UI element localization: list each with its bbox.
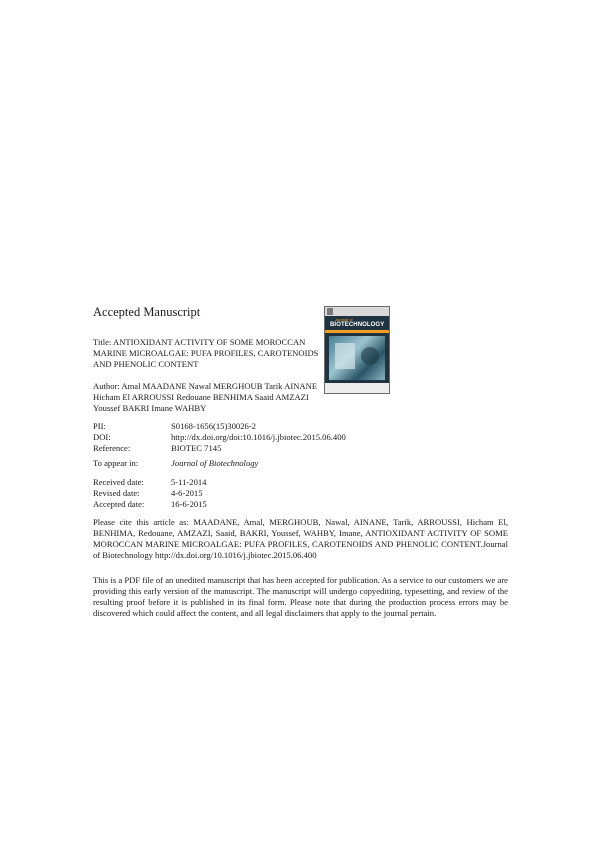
identifier-row-pii <box>93 421 346 432</box>
date-row-accepted <box>93 499 207 510</box>
article-title: Title: ANTIOXIDANT ACTIVITY OF SOME MOROCCAN MARINE MICROALGAE: PUFA PROFILES, CAROTENOIDS AND PHENOLIC CONTENT <box>93 337 319 369</box>
date-key: Accepted date: <box>93 499 145 509</box>
date-key: Received date: <box>93 477 144 487</box>
date-value: 5-11-2014 <box>171 477 207 487</box>
identifier-key: PII: <box>93 421 106 431</box>
citation-paragraph: Please cite this article as: MAADANE, Amal, MERGHOUB, Nawal, AINANE, Tarik, ARROUSSI, Hicham El, BENHIMA, Redouane, AMZAZI, Saaid, BAKRI, Youssef, WAHBY, Imane, ANTIOXIDANT ACTIVITY OF SOME MOROCCAN MARINE MICROALGAE: PUFA PROFILES, CAROTENOIDS AND PHENOLIC CONTENT.Journal of Biotechnology http://dx.doi.org/10.1016/j.jbiotec.2015.06.400 <box>93 517 508 560</box>
journal-cover-thumbnail <box>324 306 390 394</box>
appear-row <box>93 458 258 469</box>
identifier-list <box>93 421 346 454</box>
appear-in <box>93 458 258 469</box>
disclaimer-paragraph: This is a PDF file of an unedited manuscript that has been accepted for publication. As a service to our customers we are providing this early version of the manuscript. The manuscript will undergo copyediting, typesetting, and review of the resulting proof before it is published in its final form. Please note that during the production process errors may be discovered which could affect the content, and all legal disclaimers that apply to the journal pertain. <box>93 575 508 618</box>
cover-artwork-panel <box>335 343 355 369</box>
identifier-value: BIOTEC 7145 <box>171 443 222 453</box>
date-value: 4-6-2015 <box>171 488 203 498</box>
date-value: 16-6-2015 <box>171 499 207 509</box>
identifier-key: Reference: <box>93 443 131 453</box>
cover-journal-title: BIOTECHNOLOGY <box>330 322 385 328</box>
publisher-logo-icon <box>327 308 333 315</box>
identifier-key: DOI: <box>93 432 111 442</box>
date-key: Revised date: <box>93 488 140 498</box>
article-authors: Author: Amal MAADANE Nawal MERGHOUB Tarik AINANE Hicham El ARROUSSI Redouane BENHIMA Saaid AMZAZI Youssef BAKRI Imane WAHBY <box>93 381 318 413</box>
doi-link[interactable]: http://dx.doi.org/doi:10.1016/j.jbiotec.2015.06.400 <box>171 432 346 442</box>
date-row-revised <box>93 488 207 499</box>
cover-artwork-circle <box>361 347 379 365</box>
cover-top-band <box>325 307 389 316</box>
date-row-received <box>93 477 207 488</box>
date-list <box>93 477 207 510</box>
cover-bottom-band <box>325 383 389 393</box>
identifier-value: S0168-1656(15)30026-2 <box>171 421 256 431</box>
identifier-row-doi <box>93 432 346 443</box>
page-heading: Accepted Manuscript <box>93 305 201 319</box>
appear-key: To appear in: <box>93 458 139 468</box>
identifier-row-reference <box>93 443 346 454</box>
cover-accent-band <box>325 330 389 333</box>
journal-name: Journal of Biotechnology <box>171 458 259 468</box>
cover-journal-of: Journal of <box>335 317 353 322</box>
